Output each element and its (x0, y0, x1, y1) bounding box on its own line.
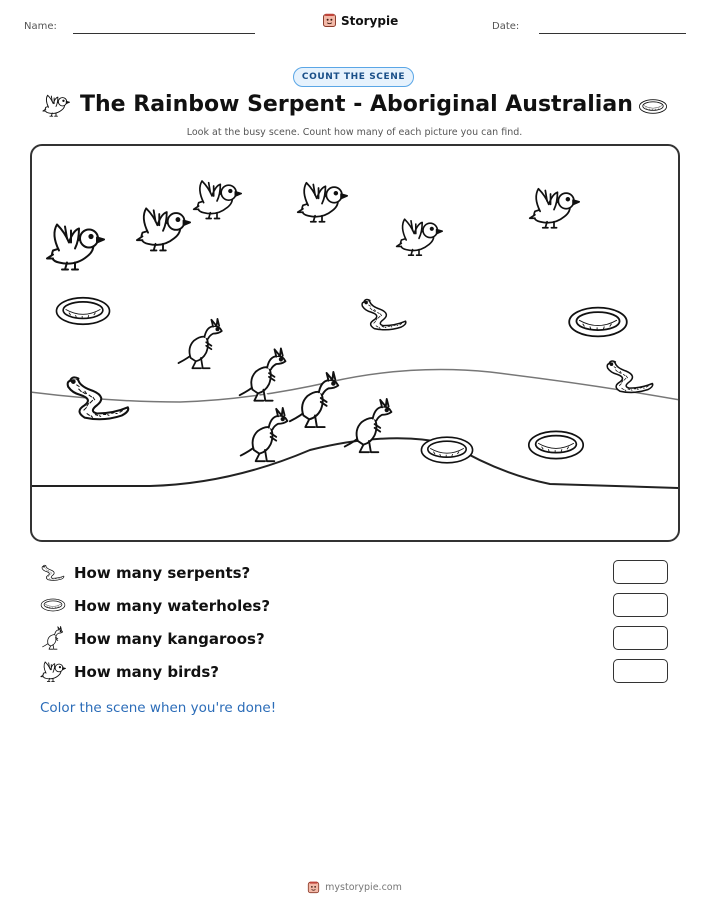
scene-illustration (30, 144, 680, 542)
question-text: How many waterholes? (74, 597, 271, 615)
answer-box-birds[interactable] (613, 659, 668, 683)
date-label: Date: (492, 21, 520, 32)
footer-url[interactable]: mystorypie.com (325, 882, 402, 893)
serpent (362, 300, 406, 330)
storypie-logo (307, 881, 320, 894)
answer-box-serpents[interactable] (613, 560, 668, 584)
name-label: Name: (24, 21, 57, 32)
serpent (607, 361, 652, 392)
bird (47, 225, 104, 270)
bird (298, 183, 347, 222)
question-waterholes (40, 593, 670, 619)
question-text: How many kangaroos? (74, 630, 265, 648)
waterhole (56, 298, 109, 325)
bird (530, 189, 579, 228)
kangaroo (345, 399, 392, 452)
serpent (68, 377, 129, 419)
name-field[interactable] (73, 33, 255, 34)
kangaroo (178, 319, 221, 368)
kangaroo (241, 408, 288, 461)
bird (137, 208, 190, 250)
bird (194, 181, 242, 219)
storypie-logo (322, 13, 337, 28)
hill-line (30, 370, 680, 402)
activity-badge: COUNT THE SCENE (293, 67, 414, 87)
question-serpents (40, 560, 670, 586)
bird-icon (40, 659, 66, 683)
page-title: The Rainbow Serpent - Aboriginal Australian (80, 92, 633, 117)
answer-box-kangaroos[interactable] (613, 626, 668, 650)
answer-box-waterholes[interactable] (613, 593, 668, 617)
brand-name: Storypie (341, 13, 399, 28)
waterhole-icon (40, 597, 66, 613)
waterhole (569, 308, 627, 337)
waterhole (529, 431, 583, 458)
footer (0, 881, 709, 894)
kangaroo (290, 372, 338, 427)
serpent-icon (40, 560, 66, 584)
scene-panel (30, 144, 680, 542)
question-birds (40, 659, 670, 685)
waterhole (421, 437, 472, 463)
waterhole-icon (638, 98, 668, 115)
brand (322, 13, 398, 28)
date-field[interactable] (539, 33, 686, 34)
color-instruction: Color the scene when you're done! (40, 700, 277, 716)
bird-icon (42, 93, 70, 117)
instructions: Look at the busy scene. Count how many of each picture you can find. (186, 127, 523, 138)
question-text: How many birds? (74, 663, 220, 681)
kangaroo-icon (40, 626, 66, 650)
bird (397, 219, 443, 255)
question-text: How many serpents? (74, 564, 251, 582)
question-kangaroos (40, 626, 670, 652)
